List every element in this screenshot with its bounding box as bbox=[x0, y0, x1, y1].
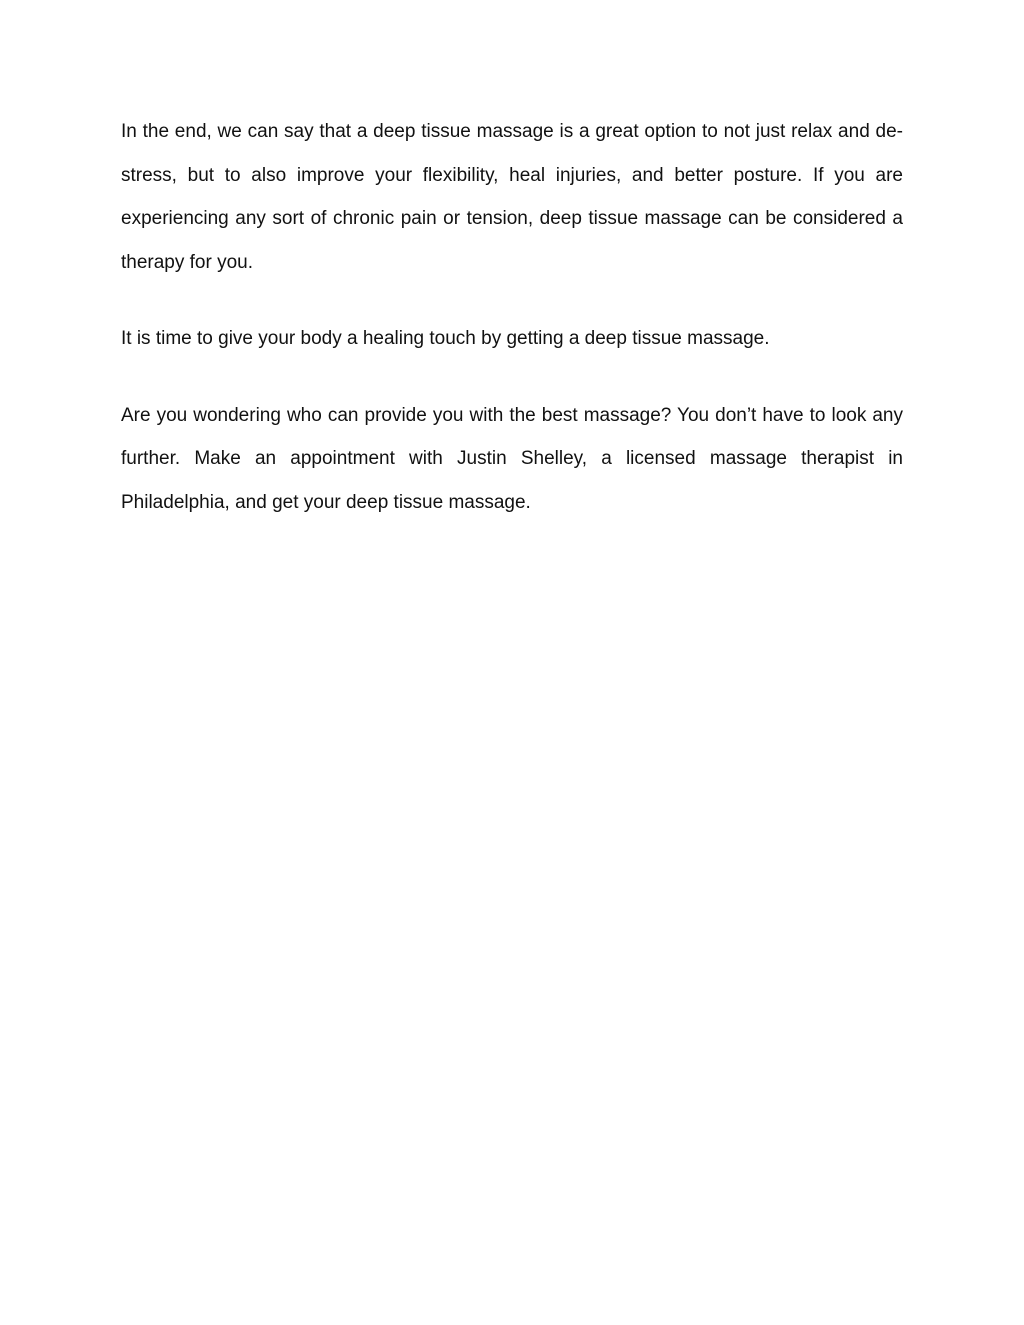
paragraph-healing-touch: It is time to give your body a healing touch by getting a deep tissue massage. bbox=[121, 328, 770, 349]
paragraph-appointment: Are you wondering who can provide you with the best massage? You don’t have to look any further. Make an appointment with Justin Shelley, a licensed massage therapist in Philadelphia, and get your deep tissue massage. bbox=[121, 404, 903, 513]
paragraph-conclusion: In the end, we can say that a deep tissue massage is a great option to not just relax and de-stress, but to also improve your flexibility, heal injuries, and better posture. If you are experiencing any sort of chronic pain or tension, deep tissue massage can be considered a therapy for you. bbox=[121, 121, 903, 273]
document-body bbox=[121, 110, 903, 557]
